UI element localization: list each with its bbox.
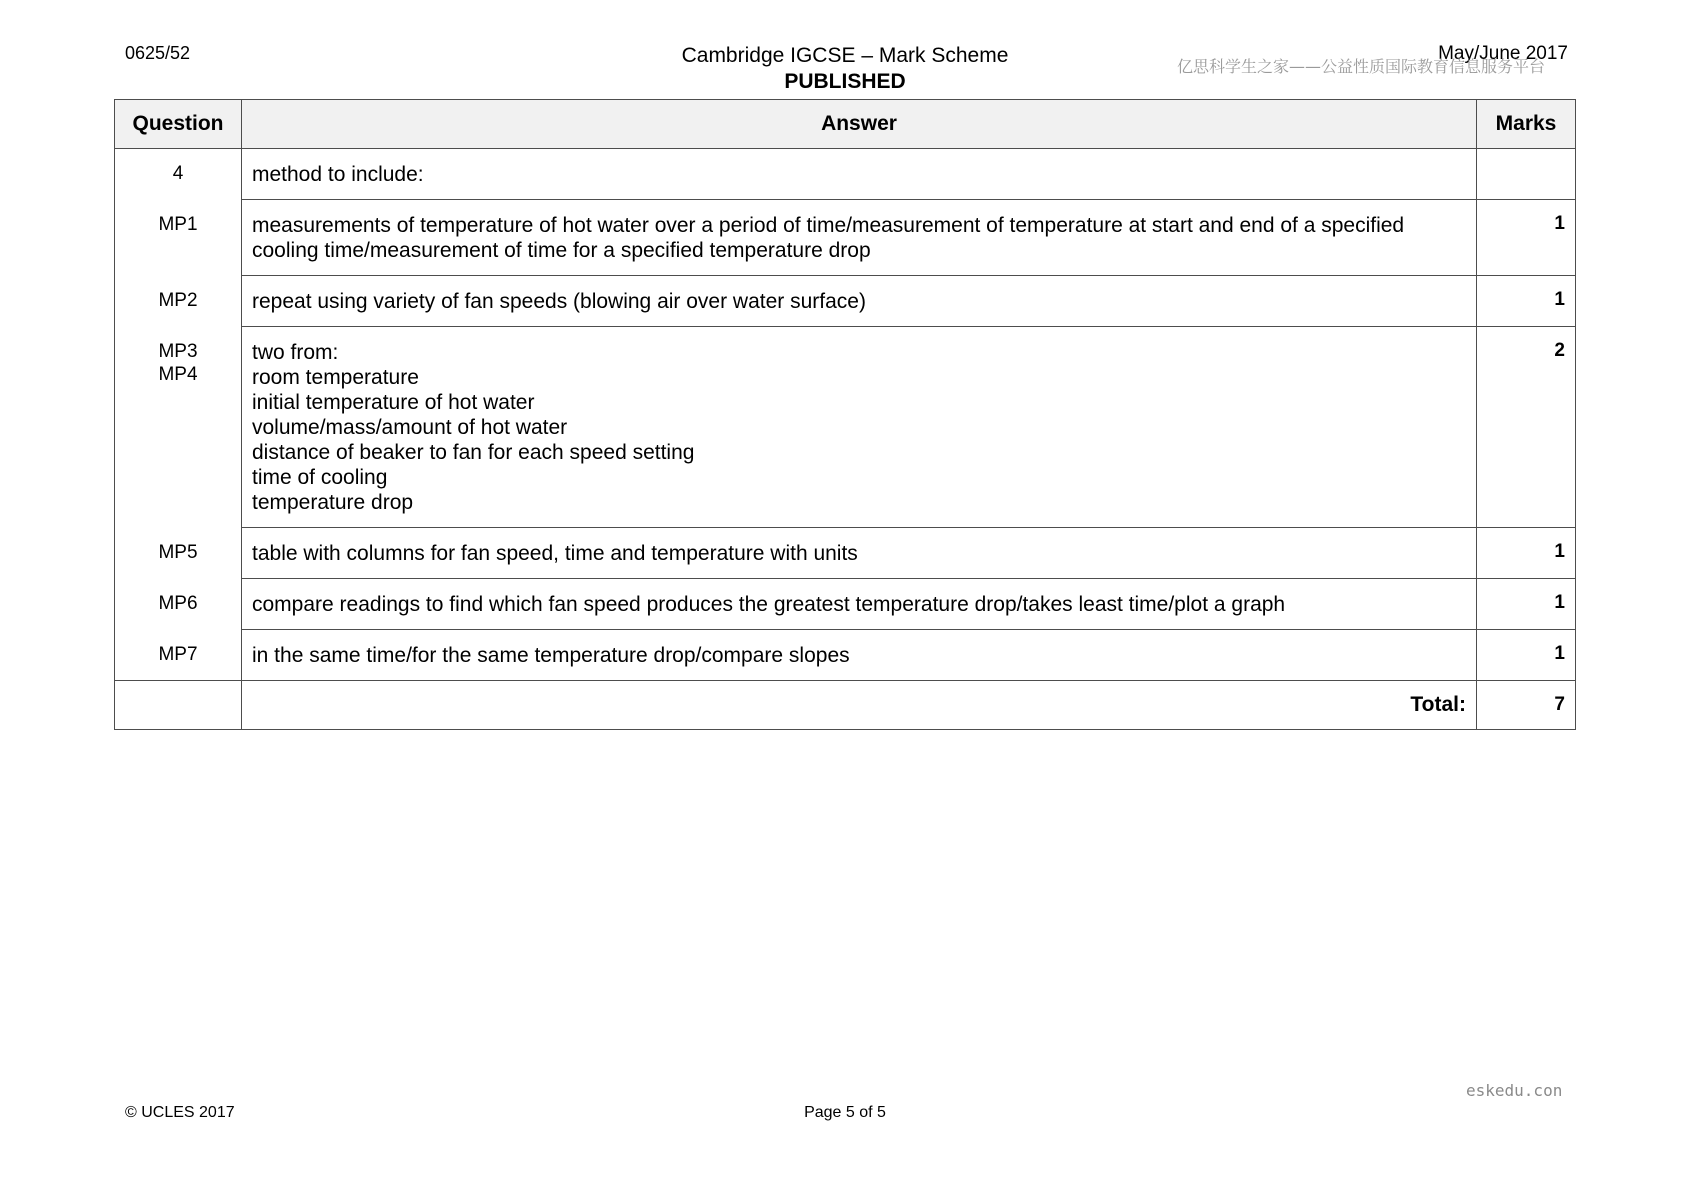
answer-line: measurements of temperature of hot water over a period of time/measurement of temperature at start and end of a specified cooling time/measurement of time for a specified temperature drop [252,214,1405,262]
answer-cell [242,149,1477,200]
page-number: Page 5 of 5 [804,1104,886,1121]
table-row [115,579,1576,630]
answer-line: initial temperature of hot water [252,391,535,414]
table-row [115,276,1576,327]
question-cell: MP7 [115,630,242,681]
table-row [115,200,1576,276]
question-label: MP4 [158,363,198,385]
exam-session: May/June 2017 [1438,43,1568,64]
marks-cell: 1 [1477,630,1576,681]
question-cell: MP5 [115,528,242,579]
marks-cell: 1 [1477,579,1576,630]
answer-cell [242,528,1477,579]
question-label: MP3 [158,340,198,362]
published-label: PUBLISHED [784,70,906,93]
answer-column-header: Answer [242,100,1477,149]
copyright: © UCLES 2017 [125,1104,235,1121]
total-label: Total: [242,681,1477,730]
answer-cell [242,630,1477,681]
marks-cell: 1 [1477,200,1576,276]
table-row [115,528,1576,579]
marks-cell: 1 [1477,276,1576,327]
mark-scheme-table [114,99,1576,730]
question-cell: MP2 [115,276,242,327]
marks-cell: 2 [1477,327,1576,528]
answer-line: table with columns for fan speed, time and temperature with units [252,542,858,565]
table-row [115,327,1576,528]
answer-cell [242,579,1477,630]
answer-line: volume/mass/amount of hot water [252,416,568,439]
document-title: Cambridge IGCSE – Mark Scheme [681,44,1009,67]
answer-line: room temperature [252,366,419,389]
answer-cell [242,200,1477,276]
total-empty-cell [115,681,242,730]
total-row [115,681,1576,730]
table-row [115,149,1576,200]
answer-line: repeat using variety of fan speeds (blowing air over water surface) [252,290,866,313]
total-marks: 7 [1477,681,1576,730]
question-cell [115,327,242,528]
answer-cell [242,276,1477,327]
answer-cell [242,327,1477,528]
question-cell: MP1 [115,200,242,276]
marks-cell [1477,149,1576,200]
question-cell: MP6 [115,579,242,630]
watermark-text-bottom: eskedu.con [1466,1081,1563,1100]
answer-line: distance of beaker to fan for each speed setting [252,441,695,464]
answer-line: time of cooling [252,466,388,489]
marks-cell: 1 [1477,528,1576,579]
question-cell: 4 [115,149,242,200]
table-header-row [115,100,1576,149]
answer-line: in the same time/for the same temperature drop/compare slopes [252,644,850,667]
paper-code: 0625/52 [125,43,191,63]
answer-line: compare readings to find which fan speed produces the greatest temperature drop/takes least time/plot a graph [252,593,1286,616]
answer-line: two from: [252,341,339,364]
question-column-header: Question [115,100,242,149]
marks-column-header: Marks [1477,100,1576,149]
watermark-text-top: 亿思科学生之家——公益性质国际教育信息服务平台 [1177,57,1546,76]
answer-line: method to include: [252,163,424,186]
table-row [115,630,1576,681]
answer-line: temperature drop [252,491,414,514]
